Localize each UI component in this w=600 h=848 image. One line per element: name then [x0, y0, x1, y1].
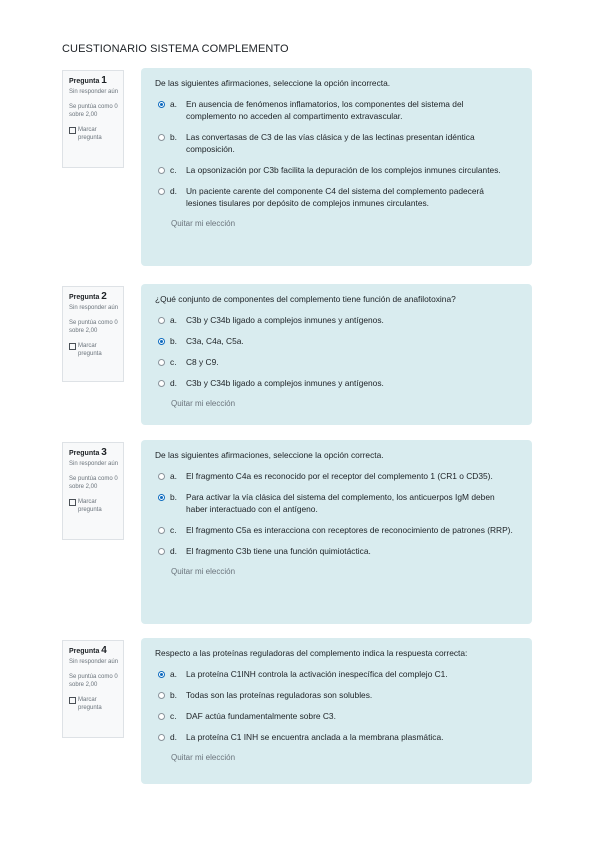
- question-number: Pregunta 3: [69, 447, 107, 458]
- radio-button[interactable]: [158, 692, 165, 699]
- flag-question-link[interactable]: [69, 696, 119, 712]
- answer-option[interactable]: [155, 710, 518, 722]
- radio-button[interactable]: [158, 713, 165, 720]
- answer-option[interactable]: [155, 185, 518, 209]
- radio-button[interactable]: [158, 494, 165, 501]
- option-text: La opsonización por C3b facilita la depuración de los complejos inmunes circulantes.: [186, 165, 501, 175]
- option-letter: a.: [170, 471, 177, 481]
- flag-label: Marcar pregunta: [78, 127, 102, 141]
- answer-option[interactable]: [155, 689, 518, 701]
- question-text: De las siguientes afirmaciones, seleccione la opción incorrecta.: [155, 78, 391, 88]
- option-letter: b.: [170, 336, 177, 346]
- option-letter: d.: [170, 186, 177, 196]
- flag-question-link[interactable]: [69, 126, 119, 142]
- flag-icon: [69, 343, 76, 350]
- radio-button[interactable]: [158, 317, 165, 324]
- answer-option[interactable]: [155, 356, 518, 368]
- answer-option[interactable]: [155, 164, 518, 176]
- radio-button[interactable]: [158, 188, 165, 195]
- option-letter: d.: [170, 732, 177, 742]
- option-text: Las convertasas de C3 de las vías clásica y de las lectinas presentan idéntica composición.: [186, 132, 475, 154]
- question-content: [141, 440, 532, 624]
- radio-button[interactable]: [158, 548, 165, 555]
- radio-button[interactable]: [158, 380, 165, 387]
- question-state: Sin responder aún: [69, 89, 119, 95]
- answer-option[interactable]: [155, 491, 518, 515]
- option-letter: b.: [170, 492, 177, 502]
- answer-option[interactable]: [155, 545, 518, 557]
- option-text: El fragmento C4a es reconocido por el receptor del complemento 1 (CR1 o CD35).: [186, 471, 493, 481]
- question-info: [62, 640, 124, 738]
- question-info: [62, 70, 124, 168]
- clear-choice-link[interactable]: Quitar mi elección: [171, 753, 236, 762]
- option-letter: a.: [170, 315, 177, 325]
- radio-button[interactable]: [158, 473, 165, 480]
- flag-icon: [69, 127, 76, 134]
- question-grade: Se puntúa como 0 sobre 2,00: [69, 476, 118, 490]
- option-text: La proteína C1INH controla la activación inespecífica del complejo C1.: [186, 669, 448, 679]
- option-letter: c.: [170, 711, 177, 721]
- option-text: Un paciente carente del componente C4 del sistema del complemento padecerá lesiones tisulares por depósito de complejos inmunes circulantes.: [186, 186, 484, 208]
- question-number: Pregunta 2: [69, 291, 107, 302]
- flag-label: Marcar pregunta: [78, 697, 102, 711]
- flag-label: Marcar pregunta: [78, 499, 102, 513]
- radio-button[interactable]: [158, 167, 165, 174]
- option-text: En ausencia de fenómenos inflamatorios, los componentes del sistema del complemento no acceden al compartimento extravascular.: [186, 99, 464, 121]
- option-letter: d.: [170, 546, 177, 556]
- option-letter: c.: [170, 165, 177, 175]
- radio-button[interactable]: [158, 734, 165, 741]
- radio-button[interactable]: [158, 101, 165, 108]
- answer-option[interactable]: [155, 131, 518, 155]
- clear-choice-link[interactable]: Quitar mi elección: [171, 399, 236, 408]
- question-state: Sin responder aún: [69, 461, 119, 467]
- question-content: [141, 638, 532, 784]
- question-text: ¿Qué conjunto de componentes del complemento tiene función de anafilotoxina?: [155, 294, 456, 304]
- question-number: Pregunta 4: [69, 645, 107, 656]
- question-text: Respecto a las proteínas reguladoras del complemento indica la respuesta correcta:: [155, 648, 468, 658]
- option-text: La proteína C1 INH se encuentra anclada a la membrana plasmática.: [186, 732, 444, 742]
- question-info: [62, 442, 124, 540]
- flag-question-link[interactable]: [69, 498, 119, 514]
- page-title: CUESTIONARIO SISTEMA COMPLEMENTO: [62, 43, 289, 55]
- option-text: C3b y C34b ligado a complejos inmunes y antígenos.: [186, 315, 384, 325]
- answer-option[interactable]: [155, 98, 518, 122]
- option-text: El fragmento C5a es interacciona con receptores de reconocimiento de patrones (RRP).: [186, 525, 513, 535]
- question-text: De las siguientes afirmaciones, seleccione la opción correcta.: [155, 450, 384, 460]
- radio-button[interactable]: [158, 338, 165, 345]
- question-content: [141, 68, 532, 266]
- option-text: C8 y C9.: [186, 357, 219, 367]
- option-text: DAF actúa fundamentalmente sobre C3.: [186, 711, 336, 721]
- clear-choice-link[interactable]: Quitar mi elección: [171, 567, 236, 576]
- option-letter: a.: [170, 669, 177, 679]
- radio-button[interactable]: [158, 359, 165, 366]
- flag-question-link[interactable]: [69, 342, 119, 358]
- clear-choice-link[interactable]: Quitar mi elección: [171, 219, 236, 228]
- flag-icon: [69, 499, 76, 506]
- option-text: C3b y C34b ligado a complejos inmunes y antígenos.: [186, 378, 384, 388]
- option-letter: d.: [170, 378, 177, 388]
- flag-icon: [69, 697, 76, 704]
- answer-option[interactable]: [155, 731, 518, 743]
- option-text: Para activar la vía clásica del sistema del complemento, los anticuerpos IgM deben haber interactuado con el antígeno.: [186, 492, 495, 514]
- question-content: [141, 284, 532, 425]
- question-state: Sin responder aún: [69, 305, 119, 311]
- option-letter: c.: [170, 357, 177, 367]
- question-info: [62, 286, 124, 382]
- answer-option[interactable]: [155, 524, 518, 536]
- option-letter: c.: [170, 525, 177, 535]
- question-grade: Se puntúa como 0 sobre 2,00: [69, 104, 118, 118]
- answer-option[interactable]: [155, 335, 518, 347]
- answer-option[interactable]: [155, 377, 518, 389]
- option-letter: b.: [170, 132, 177, 142]
- radio-button[interactable]: [158, 134, 165, 141]
- option-text: C3a, C4a, C5a.: [186, 336, 244, 346]
- option-letter: b.: [170, 690, 177, 700]
- option-text: El fragmento C3b tiene una función quimiotáctica.: [186, 546, 371, 556]
- option-letter: a.: [170, 99, 177, 109]
- question-grade: Se puntúa como 0 sobre 2,00: [69, 320, 118, 334]
- option-text: Todas son las proteínas reguladoras son solubles.: [186, 690, 373, 700]
- question-number: Pregunta 1: [69, 75, 107, 86]
- flag-label: Marcar pregunta: [78, 343, 102, 357]
- question-state: Sin responder aún: [69, 659, 119, 665]
- answer-option[interactable]: [155, 314, 518, 326]
- answer-option[interactable]: [155, 470, 518, 482]
- radio-button[interactable]: [158, 527, 165, 534]
- answer-option[interactable]: [155, 668, 518, 680]
- question-grade: Se puntúa como 0 sobre 2,00: [69, 674, 118, 688]
- radio-button[interactable]: [158, 671, 165, 678]
